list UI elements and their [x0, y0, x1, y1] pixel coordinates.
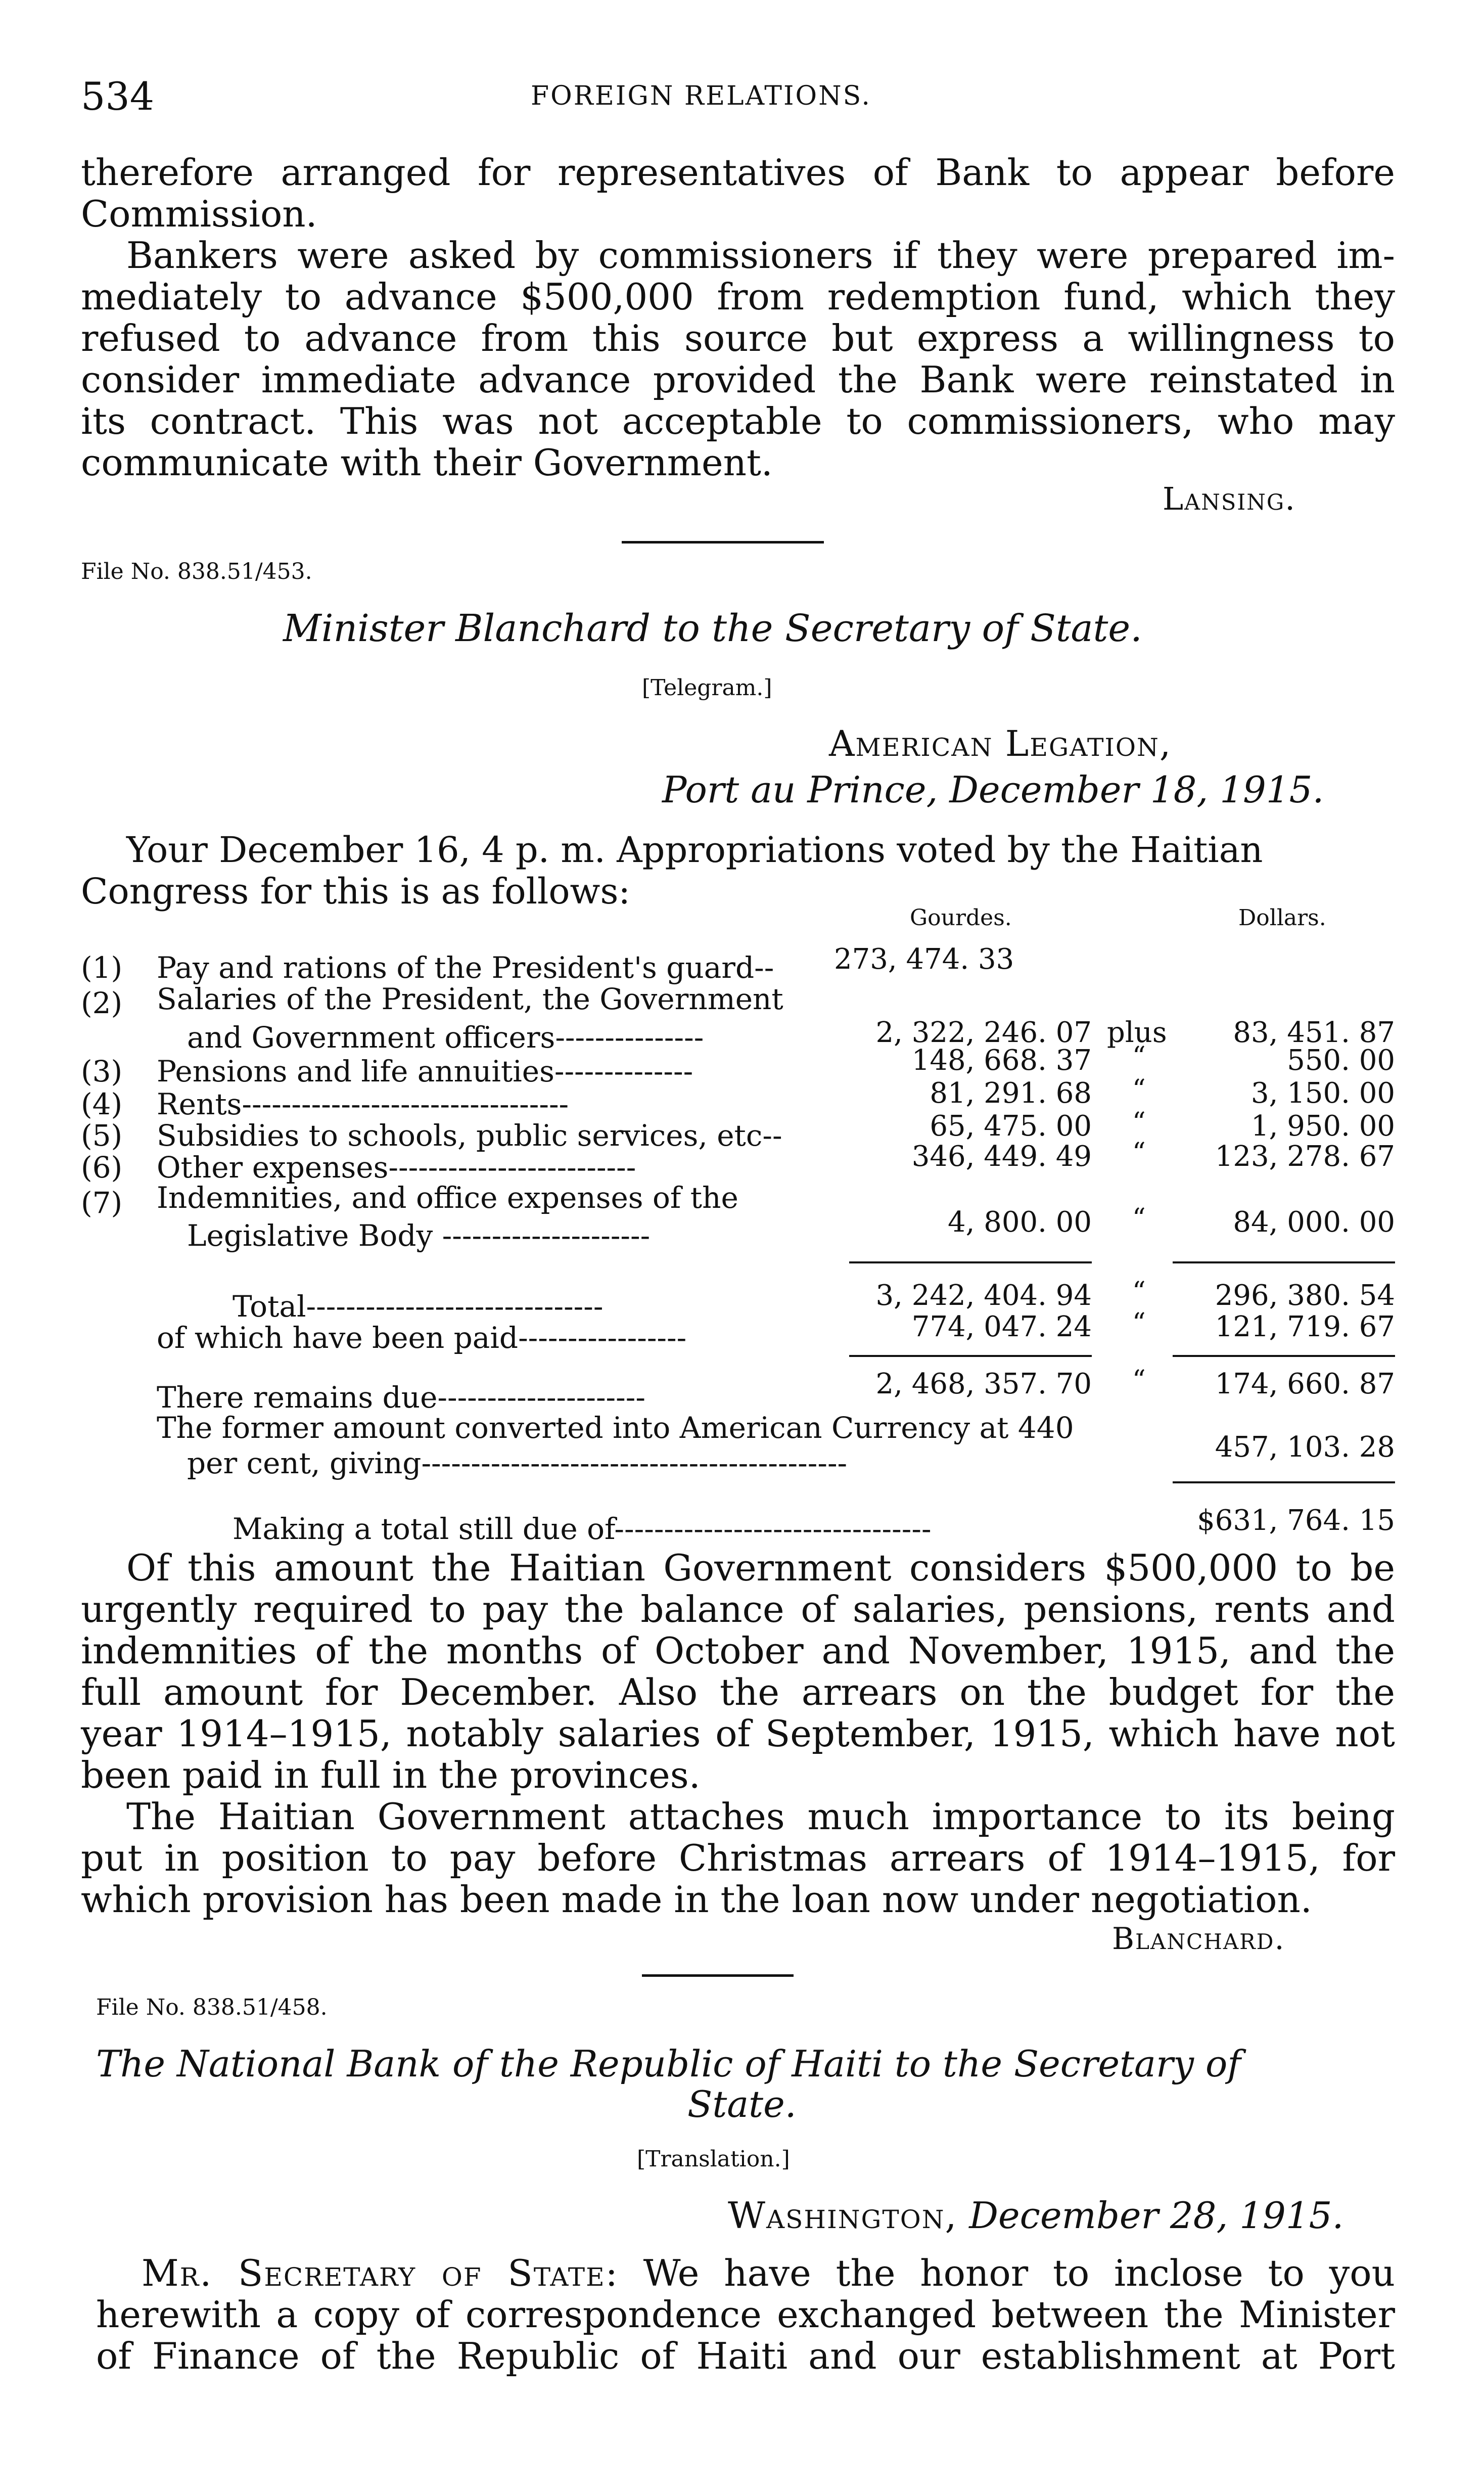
sum-rule [1173, 1481, 1395, 1483]
gourdes-value: 148, 668. 37 [911, 1044, 1092, 1077]
text-line: herewith a copy of correspondence exchanged between the Minister [96, 2293, 1395, 2336]
converted-label-text: per cent, giving [187, 1446, 422, 1480]
ditto-mark: “ [1132, 1138, 1146, 1168]
converted-dollars: 457, 103. 28 [1215, 1431, 1395, 1464]
remains-label: There remains due--------------------- [157, 1380, 645, 1415]
document-title: Minister Blanchard to the Secretary of State. [283, 607, 1142, 650]
opening-line: Congress for this is as follows: [81, 871, 630, 912]
row-number: (7) [81, 1186, 123, 1220]
gourdes-value: 4, 800. 00 [948, 1206, 1092, 1239]
gourdes-value: 273, 474. 33 [834, 943, 1014, 976]
text-line: consider immediate advance provided the Bank were reinstated in [81, 358, 1395, 401]
file-number: File No. 838.51/453. [81, 559, 312, 584]
section-divider [622, 541, 824, 543]
row-label-text: Legislative Body [187, 1218, 433, 1253]
text-line: communicate with their Government. [81, 441, 773, 484]
row-label-text: Pensions and life annuities [157, 1054, 554, 1089]
remains-label-text: There remains due [157, 1380, 438, 1415]
ditto-mark: “ [1132, 1074, 1146, 1105]
paragraph [81, 1547, 1395, 1796]
document-title-continued: State. [687, 2083, 797, 2125]
dollars-value: 3, 150. 00 [1251, 1077, 1395, 1110]
text-line: Of this amount the Haitian Government considers $500,000 to be [126, 1547, 1395, 1589]
text-line: indemnities of the months of October and November, 1915, and the [81, 1629, 1395, 1672]
row-label-text: and Government officers [187, 1020, 555, 1055]
row-label: Rents--------------------------------- [157, 1087, 569, 1121]
text-line: its contract. This was not acceptable to commissioners, who may [81, 400, 1395, 442]
row-label: Indemnities, and office expenses of the [157, 1181, 738, 1215]
column-header-gourdes: Gourdes. [910, 905, 1012, 931]
file-number: File No. 838.51/458. [96, 1995, 328, 2020]
ditto-mark: “ [1132, 1365, 1146, 1395]
dateline [728, 2194, 1343, 2237]
text-line: urgently required to pay the balance of salaries, pensions, rents and [81, 1588, 1395, 1630]
ditto-mark: “ [1132, 1107, 1146, 1138]
text-line: which provision has been made in the loan now under negotiation. [81, 1878, 1312, 1921]
row-label-text: Pay and rations of the President's guard [157, 950, 755, 985]
paid-label: of which have been paid----------------- [157, 1321, 687, 1355]
text-line: of Finance of the Republic of Haiti and our establishment at Port [96, 2335, 1395, 2377]
salutation: Mr. Secretary of State: [142, 2252, 619, 2294]
text-line: put in position to pay before Christmas arrears of 1914–1915, for [81, 1837, 1395, 1879]
total-label-text: Total [233, 1289, 306, 1324]
ditto-mark: “ [1132, 1277, 1146, 1307]
text-span: We have the honor to inclose to you [643, 2252, 1395, 2294]
text-line: refused to advance from this source but express a willingness to [81, 317, 1395, 359]
gourdes-value: 81, 291. 68 [930, 1077, 1092, 1110]
dollars-value: 84, 000. 00 [1233, 1206, 1395, 1239]
row-label: Pensions and life annuities-------------- [157, 1054, 693, 1089]
row-label: Pay and rations of the President's guard-- [157, 950, 774, 985]
paid-dollars: 121, 719. 67 [1215, 1310, 1395, 1343]
row-label-continued: Legislative Body --------------------- [187, 1218, 651, 1253]
text-line: therefore arranged for representatives of Bank to appear before [81, 151, 1395, 194]
paragraph [96, 2252, 1395, 2377]
text-line: mediately to advance $500,000 from redemption fund, which they [81, 276, 1395, 318]
total-label: Total------------------------------ [233, 1289, 604, 1324]
row-label: Other expenses------------------------- [157, 1150, 636, 1185]
row-label-continued: and Government officers--------------- [187, 1020, 704, 1055]
dollars-value: 1, 950. 00 [1251, 1110, 1395, 1143]
paragraph [81, 1796, 1395, 1920]
dateline: Port au Prince, December 18, 1915. [662, 768, 1324, 811]
grand-total-dollars: $631, 764. 15 [1197, 1504, 1395, 1537]
row-number: (1) [81, 950, 123, 985]
sum-rule [1173, 1355, 1395, 1357]
total-gourdes: 3, 242, 404. 94 [875, 1279, 1092, 1312]
plus-marker: plus [1107, 1016, 1167, 1049]
row-label: Subsidies to schools, public services, etc-- [157, 1118, 782, 1153]
gourdes-value: 346, 449. 49 [911, 1140, 1092, 1173]
remains-dollars: 174, 660. 87 [1215, 1368, 1395, 1400]
grand-total-label: Making a total still due of-------------------------------- [233, 1512, 932, 1546]
gourdes-value: 2, 322, 246. 07 [875, 1016, 1092, 1049]
telegram-label: [Telegram.] [642, 675, 772, 701]
sum-rule [849, 1355, 1092, 1357]
row-label-text: Rents [157, 1087, 242, 1121]
sum-rule [849, 1261, 1092, 1263]
row-number: (2) [81, 986, 123, 1020]
date: December 28, 1915. [969, 2194, 1344, 2237]
converted-label-continued: per cent, giving------------------------------------------- [187, 1446, 848, 1480]
text-line: year 1914–1915, notably salaries of September, 1915, which have not [81, 1712, 1395, 1755]
row-label-text: Subsidies to schools, public services, etc [157, 1118, 763, 1153]
ditto-mark: “ [1132, 1203, 1146, 1234]
running-title: FOREIGN RELATIONS. [531, 81, 871, 111]
translation-label: [Translation.] [637, 2146, 790, 2172]
grand-total-label-text: Making a total still due of [233, 1512, 615, 1546]
row-label: Salaries of the President, the Government [157, 982, 783, 1016]
converted-label: The former amount converted into American Currency at 440 [157, 1411, 1074, 1445]
row-number: (3) [81, 1054, 123, 1089]
page-number: 534 [81, 74, 155, 119]
dollars-value: 123, 278. 67 [1215, 1140, 1395, 1173]
row-number: (5) [81, 1118, 123, 1153]
section-divider [642, 1974, 794, 1977]
remains-gourdes: 2, 468, 357. 70 [875, 1368, 1092, 1400]
legation-heading: American Legation, [829, 723, 1172, 764]
column-header-dollars: Dollars. [1238, 905, 1326, 931]
gourdes-value: 65, 475. 00 [930, 1110, 1092, 1143]
row-number: (4) [81, 1087, 123, 1121]
dollars-value: 550. 00 [1287, 1044, 1395, 1077]
text-line: Commission. [81, 193, 317, 235]
sum-rule [1173, 1261, 1395, 1263]
text-line: full amount for December. Also the arrears on the budget for the [81, 1671, 1395, 1713]
signature-blanchard: Blanchard. [1112, 1921, 1285, 1957]
text-line: Bankers were asked by commissioners if they were prepared im- [126, 234, 1395, 277]
text-line: been paid in full in the provinces. [81, 1754, 701, 1796]
row-label-text: Other expenses [157, 1150, 389, 1185]
ditto-mark: “ [1132, 1308, 1146, 1338]
row-number: (6) [81, 1150, 123, 1185]
intro-paragraph [81, 152, 1395, 483]
ditto-mark: “ [1132, 1041, 1146, 1072]
opening-line: Your December 16, 4 p. m. Appropriations voted by the Haitian [126, 829, 1263, 871]
paid-gourdes: 774, 047. 24 [911, 1310, 1092, 1343]
text-line: The Haitian Government attaches much importance to its being [126, 1795, 1395, 1838]
document-title: The National Bank of the Republic of Haiti to the Secretary of [96, 2043, 1241, 2085]
paid-label-text: of which have been paid [157, 1321, 519, 1355]
place: Washington, [728, 2194, 958, 2237]
dollars-value: 83, 451. 87 [1233, 1016, 1395, 1049]
signature-lansing: Lansing. [1163, 480, 1296, 517]
text-line [96, 2252, 1395, 2294]
total-dollars: 296, 380. 54 [1215, 1279, 1395, 1312]
